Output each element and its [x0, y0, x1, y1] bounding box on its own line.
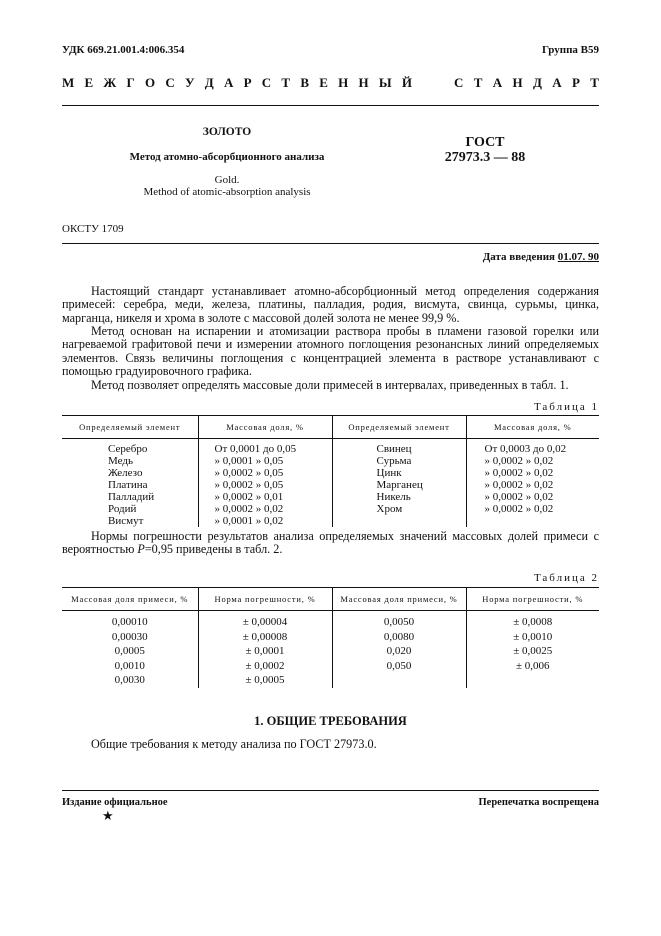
table2-cell: ± 0,00008 [198, 630, 332, 645]
table2-cell: 0,0050 [332, 611, 466, 630]
banner-letter: Н [512, 75, 523, 90]
banner-letter: Ж [103, 75, 117, 90]
table2-cell: ± 0,0001 [198, 644, 332, 659]
table1-right-ranges [485, 443, 600, 515]
table1 [62, 415, 599, 527]
document-subtitle: Метод атомно-абсорбционного анализа [129, 151, 325, 163]
table1-range: » 0,0002 » 0,02 [484, 455, 554, 467]
table2-cell [332, 673, 466, 688]
banner-letter: Н [338, 75, 349, 90]
table2-cell: ± 0,00004 [198, 611, 332, 630]
paragraph-scope: Настоящий стандарт устанавливает атомно-абсорбционный метод определения содержания примесей: серебра, меди, железа, платины, палладия, родия, висмута, свинца, сурьмы, цинка, марганца, никеля и хрома в золоте с массовой долей золота не менее 99,9 %. [62, 284, 599, 325]
paragraph-error-norms [62, 530, 599, 557]
table-row [62, 659, 599, 674]
table2-cell: ± 0,0010 [513, 630, 553, 643]
gost-number: 27973.3 — 88 [444, 150, 526, 165]
banner-right-word [454, 75, 599, 97]
english-title-line2: Method of atomic-absorption analysis [143, 186, 311, 198]
table1-range: » 0,0002 » 0,05 [214, 467, 284, 479]
table1-element: Платина [108, 479, 148, 491]
banner-letter: Т [281, 75, 291, 90]
table-row [62, 611, 599, 630]
paragraph-ranges: Метод позволяет определять массовые доли примесей в интервалах, приведенных в табл. 1. [91, 378, 569, 392]
table1-element: Родий [108, 503, 137, 515]
banner-letter: Т [473, 75, 483, 90]
table2-header: Норма погрешности, % [466, 588, 599, 611]
banner-letter: Р [243, 75, 252, 90]
table2-cell: 0,050 [332, 659, 466, 674]
table1-element: Висмут [108, 515, 144, 527]
table1-element: Серебро [108, 443, 148, 455]
banner-letter: Й [401, 75, 412, 90]
table-row [62, 644, 599, 659]
table2-header: Норма погрешности, % [198, 588, 332, 611]
banner-letter: А [223, 75, 234, 90]
banner-letter: С [165, 75, 175, 90]
banner-letter: В [300, 75, 309, 90]
table2-header: Массовая доля примеси, % [332, 588, 466, 611]
banner-letter: О [145, 75, 156, 90]
banner-letter: Д [532, 75, 542, 90]
table1-range: » 0,0002 » 0,01 [214, 491, 284, 503]
table2-caption: Таблица 2 [533, 572, 599, 584]
table1-range: » 0,0002 » 0,05 [214, 479, 284, 491]
banner-letter: Г [126, 75, 135, 90]
table1-right-elements [377, 443, 466, 515]
table1-caption: Таблица 1 [533, 401, 599, 413]
table2-cell: ± 0,0025 [513, 645, 553, 657]
english-title-line1: Gold. [214, 174, 240, 186]
table2-cell: 0,0030 [62, 673, 198, 688]
table2-cell: 0,020 [332, 644, 466, 659]
gost-label: ГОСТ [465, 135, 505, 150]
banner-letter: М [62, 75, 75, 90]
banner-letter: А [552, 75, 562, 90]
banner-letter: С [454, 75, 464, 90]
table1-header: Определяемый элемент [332, 416, 466, 439]
reprint-prohibited-label: Перепечатка воспрещена [478, 797, 599, 808]
banner-letter: Ы [378, 75, 392, 90]
table1-header: Массовая доля, % [198, 416, 332, 439]
document-title: ЗОЛОТО [202, 126, 252, 138]
table-row [62, 630, 599, 645]
table1-range: » 0,0002 » 0,02 [484, 491, 554, 503]
table1-header: Определяемый элемент [62, 416, 198, 439]
table1-left-elements [108, 443, 198, 527]
table1-range: » 0,0002 » 0,02 [484, 467, 554, 479]
table1-element: Сурьма [376, 455, 412, 467]
table1-element: Медь [108, 455, 133, 467]
table1-range: » 0,0002 » 0,02 [214, 503, 284, 515]
paragraph-text: Нормы погрешности результатов анализа определяемых значений массовых долей примеси с вероятностью [62, 529, 599, 557]
table1-header: Массовая доля, % [466, 416, 599, 439]
banner-letter: С [261, 75, 272, 90]
table1-element: Марганец [376, 479, 423, 491]
table2-cell: 0,0010 [62, 659, 198, 674]
probability-symbol: P [137, 542, 145, 557]
top-rule [62, 105, 599, 106]
intro-date-label: Дата введения [482, 251, 555, 263]
table2-cell: 0,0005 [62, 644, 198, 659]
table2-cell: 0,0080 [332, 630, 466, 645]
table2-cell: ± 0,0002 [198, 659, 332, 674]
table1-range: От 0,0003 до 0,02 [484, 443, 567, 455]
table1-range: » 0,0002 » 0,02 [484, 479, 554, 491]
okstu-code: ОКСТУ 1709 [62, 223, 124, 235]
banner-letter: Т [590, 75, 599, 90]
table1-range: » 0,0001 » 0,02 [214, 515, 284, 527]
banner-left-word [62, 75, 412, 97]
intro-date [483, 251, 599, 263]
table1-element: Никель [376, 491, 411, 503]
standard-banner [62, 75, 599, 97]
banner-letter: Е [319, 75, 328, 90]
section-heading: 1. ОБЩИЕ ТРЕБОВАНИЯ [254, 714, 407, 728]
table2-header: Массовая доля примеси, % [62, 588, 198, 611]
banner-letter: Д [204, 75, 214, 90]
banner-letter: У [185, 75, 195, 90]
table2-cell: ± 0,006 [515, 659, 550, 672]
banner-letter: Р [571, 75, 580, 90]
table1-range: » 0,0001 » 0,05 [214, 455, 284, 467]
star-icon: ★ [102, 808, 114, 823]
table2-cell: ± 0,0008 [513, 616, 553, 628]
table2-cell: ± 0,0005 [198, 673, 332, 688]
udk-code: УДК 669.21.001.4:006.354 [62, 44, 185, 56]
banner-letter: Н [358, 75, 369, 90]
banner-letter: А [492, 75, 503, 90]
table2-cell: 0,00030 [62, 630, 198, 645]
table2-cell [466, 673, 599, 688]
table-row [62, 673, 599, 688]
official-edition-label: Издание официальное [62, 797, 168, 808]
table1-element: Свинец [376, 443, 412, 455]
paragraph-text: =0,95 приведены в табл. 2. [144, 542, 283, 557]
paragraph-method: Метод основан на испарении и атомизации раствора пробы в пламени газовой горелки или нагреваемой графитовой печи и измерении атомного поглощения резонансных линий определяемых элементов. Связь величины поглощения с концентрацией элемента в растворе устанавливают с помощью градуировочного графика. [62, 324, 599, 379]
section-rule [62, 243, 599, 244]
table1-range: » 0,0002 » 0,02 [484, 503, 554, 515]
table1-left-ranges [215, 443, 332, 527]
table2 [62, 587, 599, 688]
table1-element: Палладий [108, 491, 155, 503]
footer-rule [62, 790, 599, 791]
table2-cell: 0,00010 [62, 611, 198, 630]
table1-range: От 0,0001 до 0,05 [214, 443, 297, 455]
intro-date-value: 01.07. 90 [557, 251, 599, 263]
banner-letter: Е [84, 75, 94, 90]
table1-element: Цинк [376, 467, 402, 479]
table1-element: Хром [376, 503, 403, 515]
section-text: Общие требования к методу анализа по ГОСТ 27973.0. [91, 737, 377, 751]
table1-element: Железо [108, 467, 143, 479]
group-code: Группа В59 [541, 44, 599, 56]
